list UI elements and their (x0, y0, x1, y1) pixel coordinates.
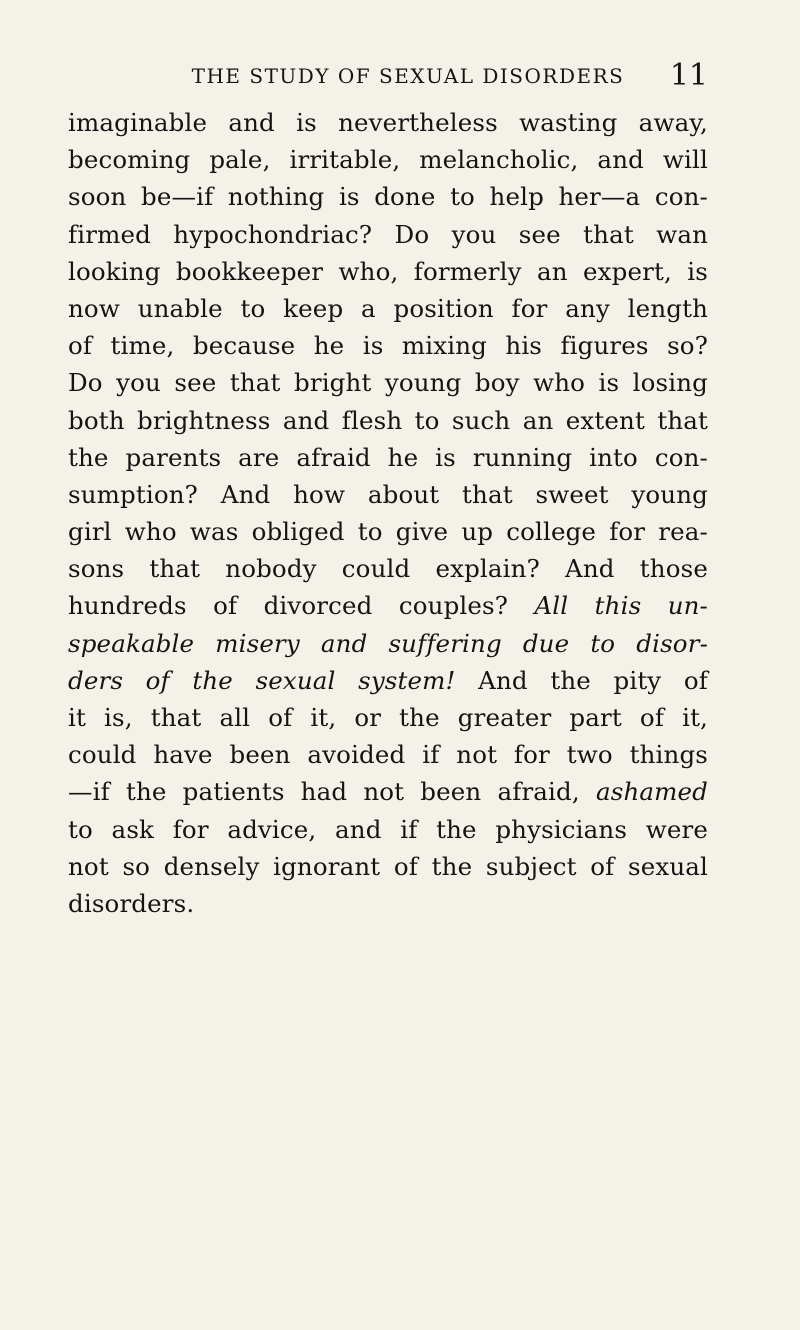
text-line: sumption? And how about that sweet young (68, 479, 708, 509)
text-line: hundreds of divorced couples? All this un- (68, 591, 708, 621)
text-line (68, 625, 708, 662)
text-line: disorders. (68, 888, 195, 918)
emphasis-text: All this un- (534, 591, 708, 621)
running-title: THE STUDY OF SEXUAL DISORDERS (191, 64, 625, 88)
text-line: both brightness and flesh to such an extent that (68, 405, 708, 435)
text-line: imaginable and is nevertheless wasting away, (68, 108, 708, 137)
text-line: of time, because he is mixing his figures so? (68, 331, 708, 361)
emphasis-text: ders of the sexual system! (68, 665, 456, 695)
text-line: firmed hypochondriac? Do you see that wan (68, 219, 708, 249)
text-line: now unable to keep a position for any length (68, 293, 708, 323)
page-number: 11 (669, 58, 708, 93)
text-line: could have been avoided if not for two things (68, 740, 708, 770)
text-line: not so densely ignorant of the subject of sexual (68, 851, 708, 881)
body-paragraph (68, 104, 708, 922)
running-head (68, 60, 708, 100)
text-line: ders of the sexual system! And the pity of (68, 665, 709, 695)
emphasis-text: ashamed (595, 777, 708, 807)
text-line: soon be—if nothing is done to help her—a con- (68, 182, 708, 212)
text-line: looking bookkeeper who, formerly an expert, is (68, 256, 708, 286)
text-line: girl who was obliged to give up college for rea- (68, 517, 708, 547)
text-line: sons that nobody could explain? And those (68, 554, 708, 584)
text-line: it is, that all of it, or the greater part of it, (68, 703, 708, 732)
text-line: becoming pale, irritable, melancholic, and will (68, 145, 708, 175)
text-line: —if the patients had not been afraid, ashamed (68, 777, 708, 807)
text-line: Do you see that bright young boy who is losing (68, 368, 708, 398)
emphasis-text: speakable misery and suffering due to disor- (68, 628, 708, 658)
text-line: the parents are afraid he is running into con- (68, 442, 708, 472)
text-line: to ask for advice, and if the physicians were (68, 814, 708, 844)
